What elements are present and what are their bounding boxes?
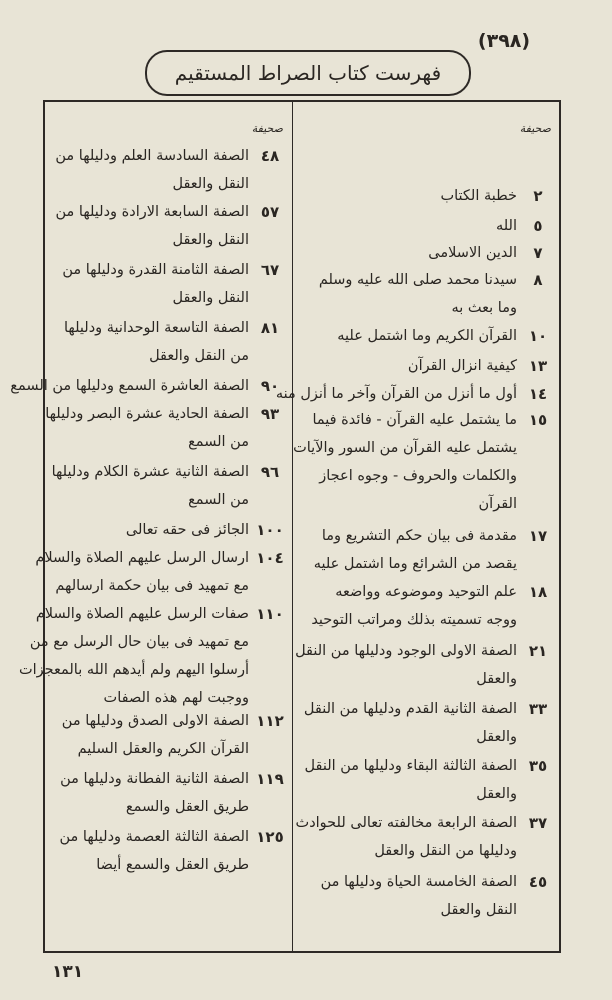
entry-title xyxy=(295,239,517,267)
entry-page-number: ٨ xyxy=(533,271,543,289)
entry-title-line: الصفة الثالثة البقاء ودليلها من النقل xyxy=(304,758,517,774)
entry-title xyxy=(45,142,249,198)
index-entry xyxy=(295,239,559,267)
entry-title-line: ودليلها من النقل والعقل xyxy=(374,843,517,859)
entry-page-number: ٥٧ xyxy=(260,203,280,221)
index-entry xyxy=(275,380,559,408)
entry-title-line: الصفة الاولى الصدق ودليلها من xyxy=(61,713,249,729)
index-entry xyxy=(295,637,559,693)
entry-title-line: من السمع xyxy=(188,492,249,508)
index-entry xyxy=(295,406,559,518)
entry-title xyxy=(45,198,249,254)
entry-title-line: الصفة الرابعة مخالفته تعالى للحوادث xyxy=(295,815,517,831)
entry-title-line: ما يشتمل عليه القرآن - فائدة فيما xyxy=(312,412,517,428)
entry-page-number: ٩٦ xyxy=(260,463,280,481)
entry-title-line: الصفة التاسعة الوحدانية ودليلها xyxy=(64,320,249,336)
entry-title xyxy=(295,212,517,240)
index-entry xyxy=(45,400,291,456)
entry-title xyxy=(45,707,249,763)
entry-title-line: النقل والعقل xyxy=(172,232,249,248)
entry-title-line: من السمع xyxy=(188,434,249,450)
index-frame xyxy=(10,100,561,953)
entry-title xyxy=(295,578,517,634)
entry-title xyxy=(295,322,517,350)
entry-page-number: ٣٧ xyxy=(528,814,548,832)
entry-page-number: ٢ xyxy=(533,187,543,205)
entry-title xyxy=(4,372,249,400)
entry-title-line: الصفة الاولى الوجود ودليلها من النقل xyxy=(295,643,517,659)
column-header-page: صحيفة xyxy=(251,122,283,135)
entry-title-line: النقل والعقل xyxy=(172,176,249,192)
entry-title-line: خطبة الكتاب xyxy=(440,188,517,204)
entry-title-line: يقصد من الشرائع وما اشتمل عليه xyxy=(313,556,517,572)
entry-title-line: الصفة الحادية عشرة البصر ودليلها xyxy=(45,406,249,422)
entry-page-number: ٩٠ xyxy=(260,377,280,395)
entry-title-line: مع تمهيد فى بيان حال الرسل مع من xyxy=(29,634,249,650)
index-entry xyxy=(295,266,559,322)
entry-page-number: ١٧ xyxy=(528,527,548,545)
page-number-bottom: ١٣١ xyxy=(52,962,84,982)
entry-title-line: الصفة السادسة العلم ودليلها من xyxy=(55,148,249,164)
entry-title xyxy=(295,695,517,751)
entry-title xyxy=(295,522,517,578)
entry-page-number: ٤٨ xyxy=(260,147,280,165)
entry-title xyxy=(295,868,517,924)
entry-title-line: الصفة الثانية عشرة الكلام ودليلها xyxy=(51,464,249,480)
entry-title xyxy=(45,823,249,879)
entry-page-number: ١٠ xyxy=(528,327,548,345)
entry-title-line: الصفة الثانية القدم ودليلها من النقل xyxy=(303,701,517,717)
entry-page-number: ٣٥ xyxy=(528,757,548,775)
entry-page-number: ١٨ xyxy=(528,583,548,601)
entry-title xyxy=(287,406,517,518)
entry-title-line: ووجبت لهم هذه الصفات xyxy=(103,690,249,706)
entry-title-line: الصفة الخامسة الحياة ودليلها من xyxy=(320,874,517,890)
index-entry xyxy=(295,182,559,210)
column-header-page: صحيفة xyxy=(519,122,551,135)
entry-title-line: القرآن الكريم والعقل السليم xyxy=(77,741,249,757)
entry-title-line: مقدمة فى بيان حكم التشريع وما xyxy=(321,528,517,544)
index-entry xyxy=(295,695,559,751)
index-entry xyxy=(45,823,291,879)
entry-title xyxy=(290,809,517,865)
entry-page-number: ١٢٥ xyxy=(256,828,284,846)
index-entry xyxy=(45,707,291,763)
entry-title-line: والعقل xyxy=(476,671,517,687)
entry-title-line: والعقل xyxy=(476,729,517,745)
entry-title-line: وما بعث به xyxy=(451,300,517,316)
index-entry xyxy=(295,809,559,865)
entry-title-line: الصفة الثانية الفطانة ودليلها من xyxy=(60,771,249,787)
entry-title-line: القرآن الكريم وما اشتمل عليه xyxy=(337,328,517,344)
entry-title-line: والكلمات والحروف - وجوه اعجاز xyxy=(319,468,517,484)
entry-page-number: ١٣ xyxy=(528,357,548,375)
index-entry xyxy=(35,544,291,600)
entry-page-number: ١١٠ xyxy=(256,605,284,623)
index-title: فهرست كتاب الصراط المستقيم xyxy=(145,50,471,96)
entry-page-number: ١١٩ xyxy=(256,770,284,788)
entry-title xyxy=(45,314,249,370)
entry-page-number: ٢١ xyxy=(528,642,548,660)
entry-title xyxy=(270,380,517,408)
index-entry xyxy=(45,516,291,544)
entry-title-line: أرسلوا اليهم ولم أيدهم الله بالمعجزات xyxy=(18,662,249,678)
entry-title-line: الله xyxy=(495,218,517,234)
entry-page-number: ١١٢ xyxy=(256,712,284,730)
entry-page-number: ١٥ xyxy=(528,411,548,429)
entry-title-line: الصفة الثالثة العصمة ودليلها من xyxy=(59,829,249,845)
entry-title-line: الجائز فى حقه تعالى xyxy=(125,522,249,538)
index-entry xyxy=(18,600,291,712)
index-entry xyxy=(45,314,291,370)
entry-title-line: أول ما أنزل من القرآن وآخر ما أنزل منه xyxy=(275,386,517,402)
entry-title-line: الدين الاسلامى xyxy=(428,245,517,261)
index-entry xyxy=(45,765,291,821)
entry-page-number: ١٠٤ xyxy=(256,549,284,567)
entry-page-number: ١٤ xyxy=(528,385,548,403)
entry-title-line: الصفة الثامنة القدرة ودليلها من xyxy=(62,262,249,278)
entry-title-line: طريق العقل والسمع xyxy=(125,799,249,815)
index-entry xyxy=(295,752,559,808)
entry-title-line: مع تمهيد فى بيان حكمة ارسالهم xyxy=(55,578,249,594)
index-entry xyxy=(45,142,291,198)
index-entry xyxy=(295,322,559,350)
index-entry xyxy=(295,578,559,634)
entry-page-number: ٧ xyxy=(533,244,543,262)
entry-page-number: ٦٧ xyxy=(260,261,280,279)
entry-title xyxy=(45,458,249,514)
entry-page-number: ٤٥ xyxy=(528,873,548,891)
index-entry xyxy=(45,256,291,312)
entry-title-line: صفات الرسل عليهم الصلاة والسلام xyxy=(35,606,249,622)
entry-title-line: والعقل xyxy=(476,786,517,802)
entry-title xyxy=(39,400,249,456)
index-entry xyxy=(45,198,291,254)
entry-title-line: القرآن xyxy=(478,496,517,512)
entry-page-number: ٥ xyxy=(533,217,543,235)
entry-title-line: النقل والعقل xyxy=(172,290,249,306)
right-column xyxy=(275,102,559,951)
index-entry xyxy=(10,372,291,400)
entry-title-line: علم التوحيد وموضوعه وواضعه xyxy=(335,584,517,600)
entry-title xyxy=(45,256,249,312)
page-number-top: (٣٩٨) xyxy=(477,30,531,52)
index-entry xyxy=(295,868,559,924)
entry-title xyxy=(29,544,249,600)
entry-page-number: ١٠٠ xyxy=(256,521,284,539)
entry-title-line: كيفية انزال القرآن xyxy=(407,358,517,374)
index-entry xyxy=(295,522,559,578)
entry-page-number: ٩٣ xyxy=(260,405,280,423)
entry-title-line: النقل والعقل xyxy=(440,902,517,918)
entry-title xyxy=(295,182,517,210)
entry-title-line: من النقل والعقل xyxy=(149,348,249,364)
left-column xyxy=(10,102,291,951)
entry-title-line: ارسال الرسل عليهم الصلاة والسلام xyxy=(35,550,249,566)
entry-title xyxy=(13,600,249,712)
entry-title-line: طريق العقل والسمع أيضا xyxy=(96,857,249,873)
entry-title-line: سيدنا محمد صلى الله عليه وسلم xyxy=(318,272,517,288)
entry-title-line: الصفة السابعة الارادة ودليلها من xyxy=(55,204,249,220)
entry-title xyxy=(295,752,517,808)
index-entry xyxy=(295,352,559,380)
entry-title xyxy=(45,765,249,821)
entry-title xyxy=(45,516,249,544)
index-entry xyxy=(295,212,559,240)
entry-page-number: ٨١ xyxy=(260,319,280,337)
entry-title xyxy=(295,352,517,380)
entry-title xyxy=(295,266,517,322)
entry-title-line: ووجه تسميته بذلك ومراتب التوحيد xyxy=(311,612,517,628)
index-entry xyxy=(45,458,291,514)
entry-page-number: ٣٣ xyxy=(528,700,548,718)
entry-title-line: الصفة العاشرة السمع ودليلها من السمع xyxy=(10,378,249,394)
entry-title-line: يشتمل عليه القرآن من السور والآيات xyxy=(293,440,517,456)
entry-title xyxy=(289,637,517,693)
